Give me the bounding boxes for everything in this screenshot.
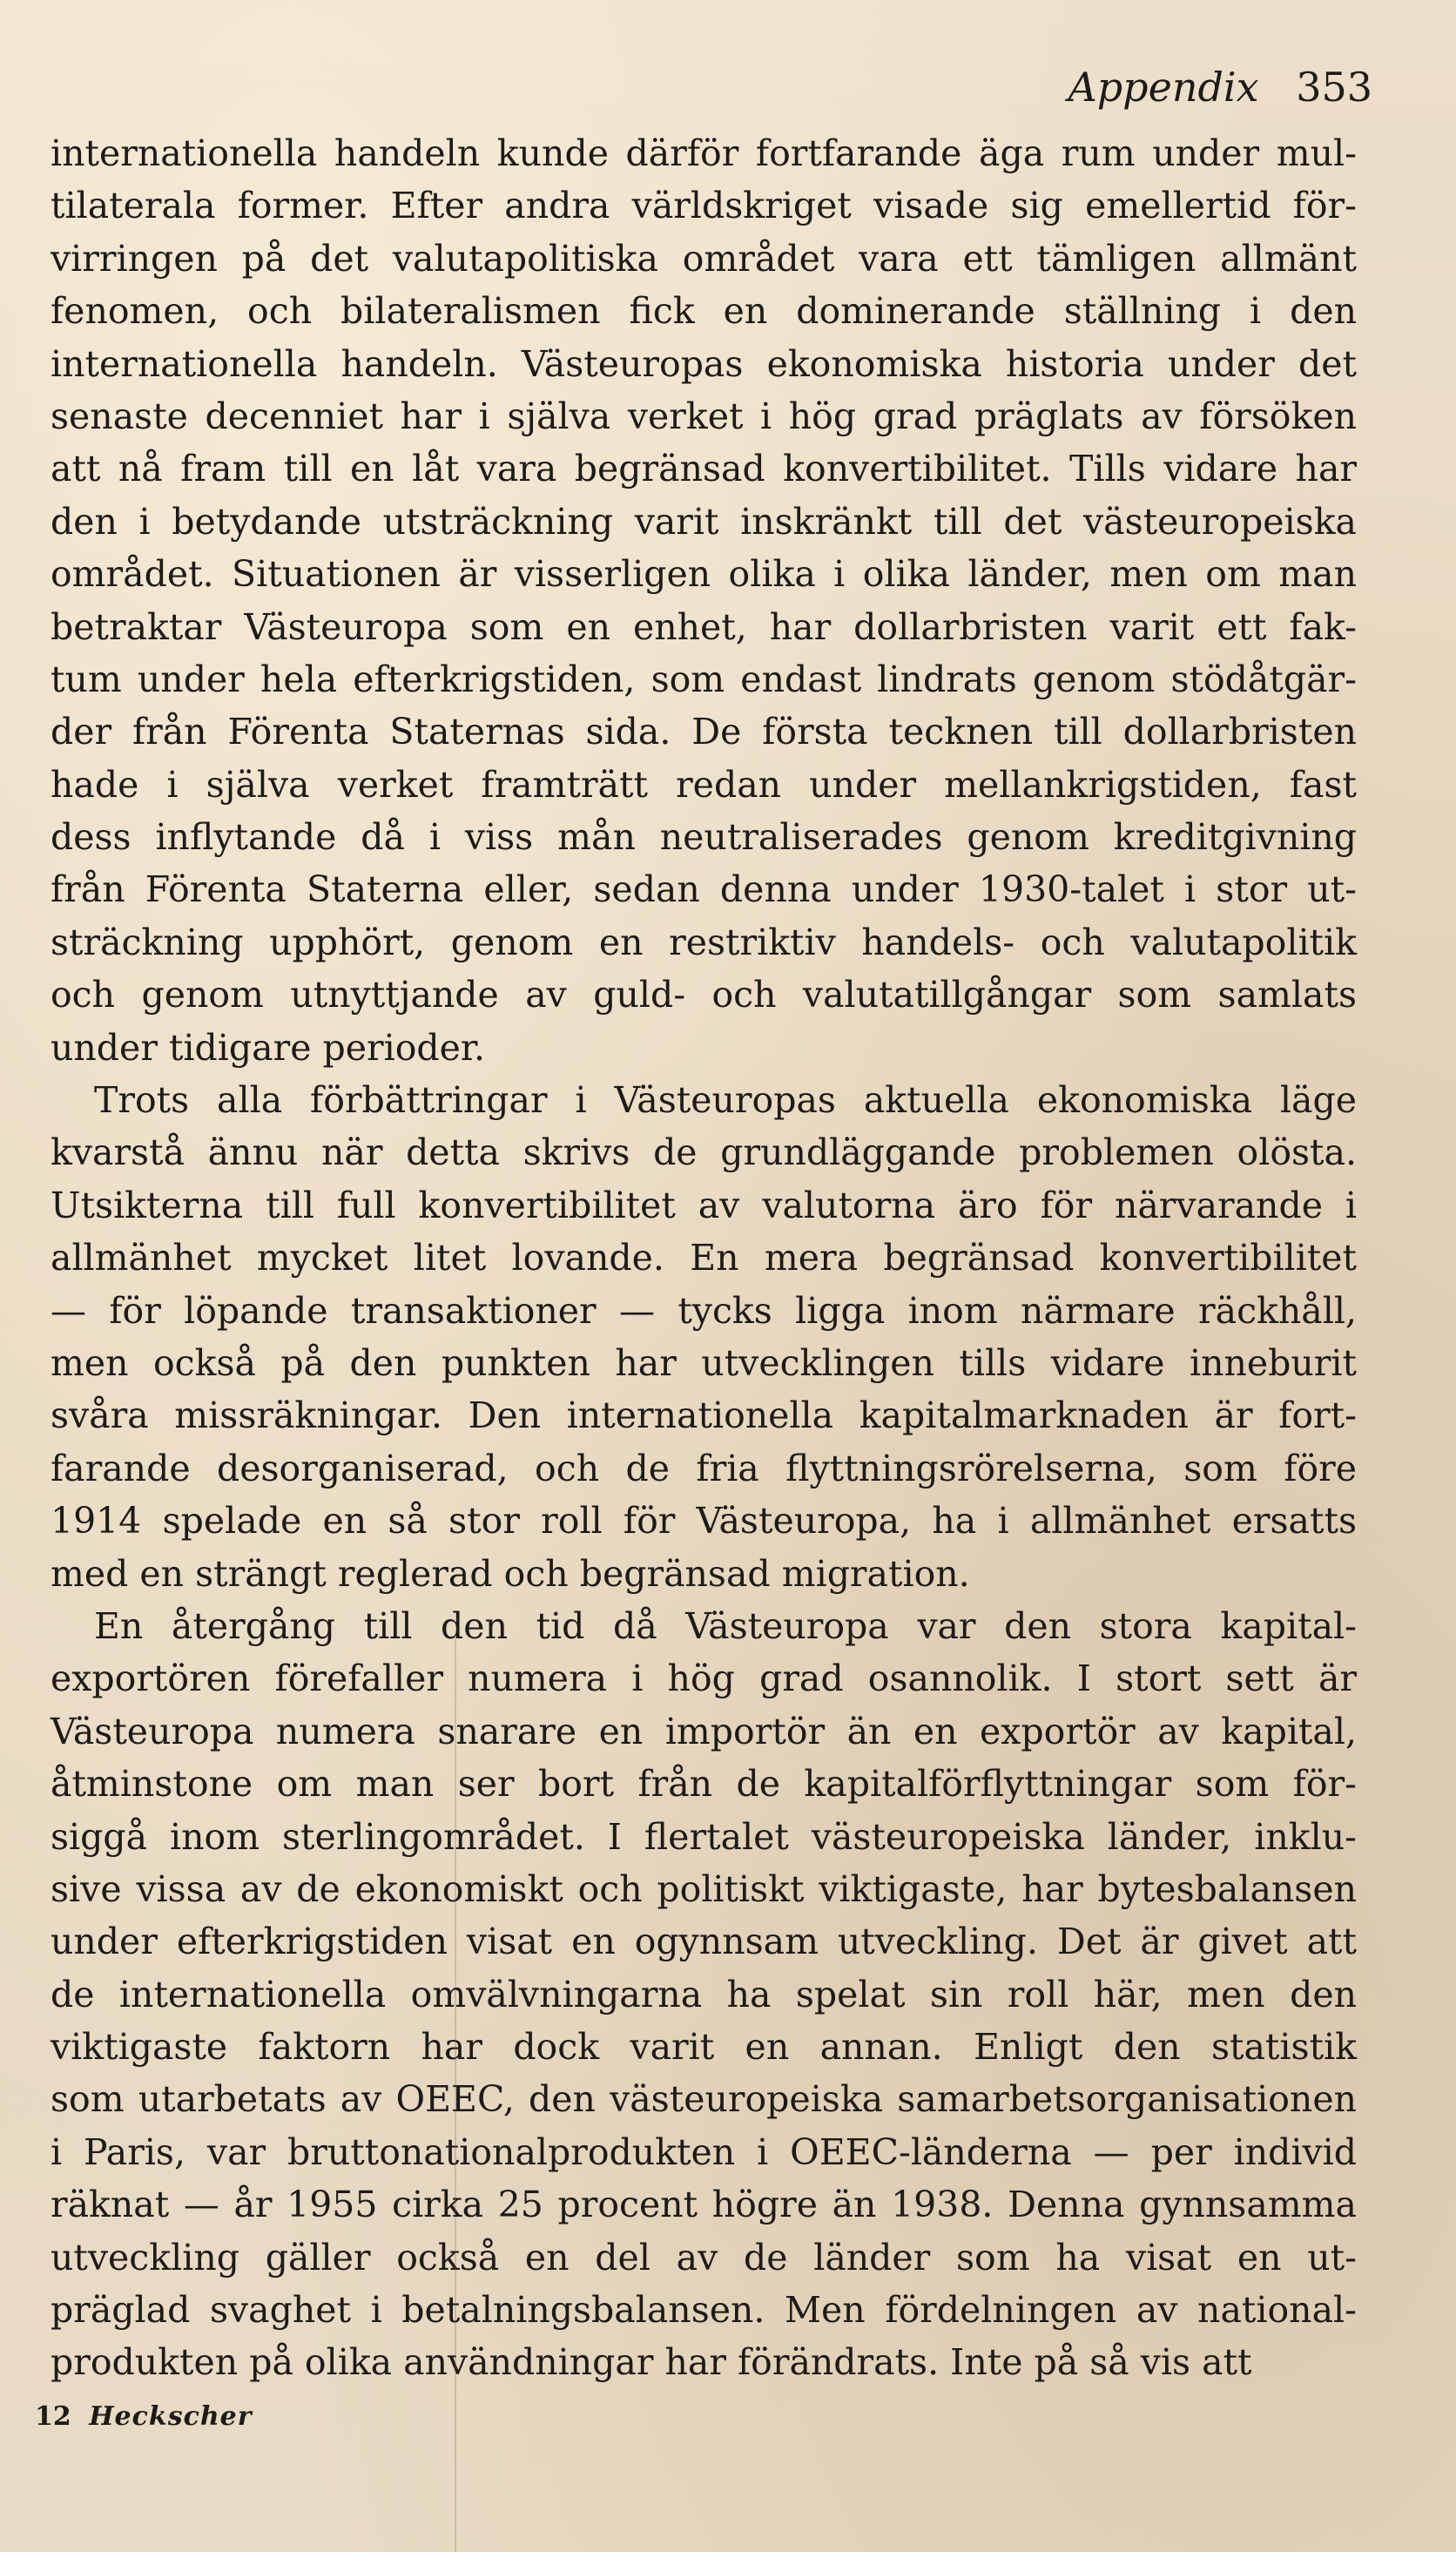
text-line: fenomen, och bilateralismen fick en dominerande ställning i den bbox=[51, 290, 1357, 333]
running-header-title: Appendix bbox=[1068, 64, 1259, 111]
text-line: åtminstone om man ser bort från de kapitalförflyttningar som för- bbox=[51, 1763, 1357, 1806]
text-line: dess inflytande då i viss mån neutraliserades genom kreditgivning bbox=[51, 816, 1357, 859]
signature-number: 12 bbox=[35, 2401, 71, 2432]
text-line: produkten på olika användningar har förändrats. Inte på så vis att bbox=[51, 2341, 1252, 2384]
text-line: under efterkrigstiden visat en ogynnsam utveckling. Det är givet att bbox=[51, 1921, 1357, 1963]
text-line: betraktar Västeuropa som en enhet, har dollarbristen varit ett fak- bbox=[51, 605, 1357, 648]
text-line: der från Förenta Staternas sida. De första tecknen till dollarbristen bbox=[51, 711, 1357, 753]
text-line: och genom utnyttjande av guld- och valutatillgångar som samlats bbox=[51, 974, 1357, 1016]
text-line: tilaterala former. Efter andra världskriget visade sig emellertid för- bbox=[51, 185, 1357, 227]
text-line: kvarstå ännu när detta skrivs de grundläggande problemen olösta. bbox=[51, 1131, 1357, 1174]
text-line: virringen på det valutapolitiska området vara ett tämligen allmänt bbox=[51, 237, 1357, 280]
text-line: Trots alla förbättringar i Västeuropas aktuella ekonomiska läge bbox=[94, 1079, 1357, 1122]
text-line: viktigaste faktorn har dock varit en annan. Enligt den statistik bbox=[51, 2026, 1357, 2069]
text-line: senaste decenniet har i själva verket i hög grad präglats av försöken bbox=[51, 395, 1357, 437]
paragraph bbox=[51, 1600, 1357, 2389]
body-text bbox=[51, 127, 1357, 2389]
text-line: sträckning upphört, genom en restriktiv handels- och valutapolitik bbox=[51, 921, 1357, 963]
page-crease bbox=[455, 1637, 456, 2552]
page-number: 353 bbox=[1296, 64, 1372, 111]
text-line: sive vissa av de ekonomiskt och politiskt viktigaste, har bytesbalansen bbox=[51, 1867, 1357, 1910]
text-line: Västeuropa numera snarare en importör än en exportör av kapital, bbox=[51, 1710, 1357, 1752]
text-line: som utarbetats av OEEC, den västeuropeiska samarbetsorganisationen bbox=[51, 2078, 1357, 2121]
text-line: den i betydande utsträckning varit inskränkt till det västeuropeiska bbox=[51, 500, 1357, 543]
text-line: under tidigare perioder. bbox=[51, 1026, 486, 1069]
text-line: svåra missräkningar. Den internationella kapitalmarknaden är fort- bbox=[51, 1394, 1357, 1437]
text-line: siggå inom sterlingområdet. I flertalet västeuropeiska länder, inklu- bbox=[51, 1815, 1357, 1858]
running-header bbox=[1068, 63, 1373, 111]
signature-name: Heckscher bbox=[89, 2401, 253, 2432]
text-line: att nå fram till en låt vara begränsad konvertibilitet. Tills vidare har bbox=[51, 448, 1357, 490]
text-line: allmänhet mycket litet lovande. En mera begränsad konvertibilitet bbox=[51, 1237, 1357, 1279]
printer-signature bbox=[35, 2400, 253, 2434]
paragraph bbox=[51, 1074, 1357, 1600]
text-line: 1914 spelade en så stor roll för Västeuropa, ha i allmänhet ersatts bbox=[51, 1500, 1357, 1543]
text-line: exportören förefaller numera i hög grad osannolik. I stort sett är bbox=[51, 1657, 1357, 1700]
text-line: — för löpande transaktioner — tycks ligga inom närmare räckhåll, bbox=[51, 1289, 1357, 1332]
text-line: hade i själva verket framträtt redan under mellankrigstiden, fast bbox=[51, 763, 1357, 806]
text-line: Utsikterna till full konvertibilitet av valutorna äro för närvarande i bbox=[51, 1184, 1357, 1226]
text-line: tum under hela efterkrigstiden, som endast lindrats genom stödåtgär- bbox=[51, 658, 1357, 700]
text-line: i Paris, var bruttonationalprodukten i OEEC-länderna — per individ bbox=[51, 2130, 1357, 2173]
text-line: de internationella omvälvningarna ha spelat sin roll här, men den bbox=[51, 1973, 1357, 2015]
paragraph bbox=[51, 127, 1357, 1074]
text-line: området. Situationen är visserligen olika i olika länder, men om man bbox=[51, 553, 1357, 596]
text-line: med en strängt reglerad och begränsad migration. bbox=[51, 1552, 970, 1595]
text-line: präglad svaghet i betalningsbalansen. Men fördelningen av national- bbox=[51, 2289, 1357, 2332]
text-line: farande desorganiserad, och de fria flyttningsrörelserna, som före bbox=[51, 1447, 1357, 1489]
text-line: internationella handeln kunde därför fortfarande äga rum under mul- bbox=[51, 132, 1357, 174]
text-line: internationella handeln. Västeuropas ekonomiska historia under det bbox=[51, 342, 1357, 385]
text-line: från Förenta Staterna eller, sedan denna under 1930-talet i stor ut- bbox=[51, 868, 1357, 911]
text-line: En återgång till den tid då Västeuropa var den stora kapital- bbox=[94, 1604, 1357, 1647]
text-line: utveckling gäller också en del av de länder som ha visat en ut- bbox=[51, 2236, 1357, 2279]
text-line: men också på den punkten har utvecklingen tills vidare inneburit bbox=[51, 1341, 1357, 1384]
text-line: räknat — år 1955 cirka 25 procent högre än 1938. Denna gynnsamma bbox=[51, 2184, 1357, 2226]
